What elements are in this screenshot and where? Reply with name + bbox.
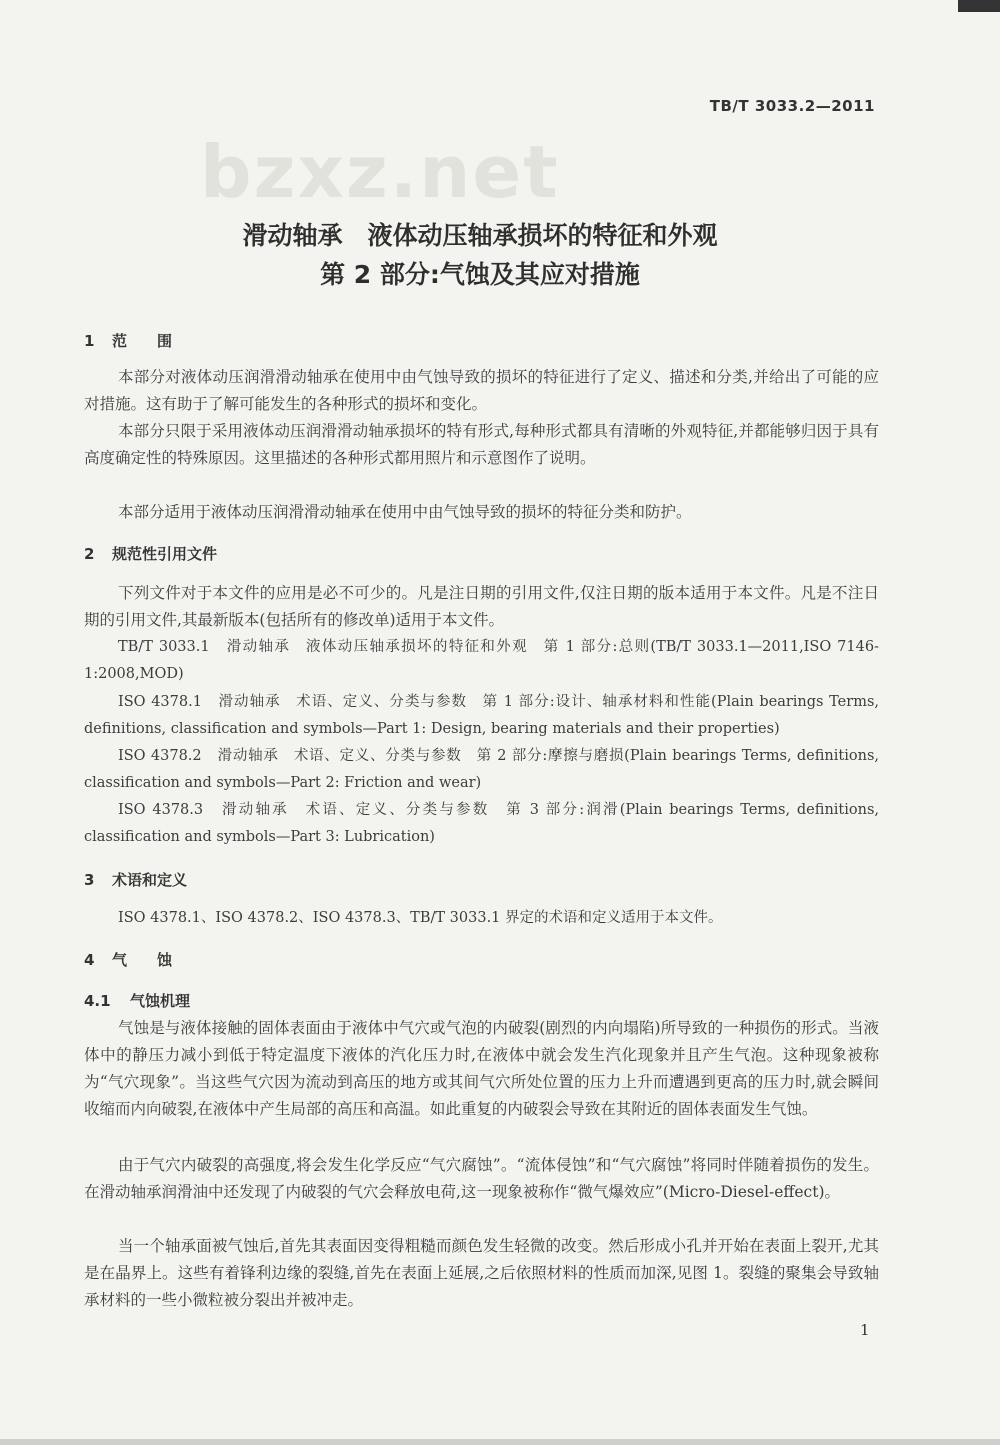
section-heading-4 (84, 949, 172, 970)
title-line-2: 第 2 部分:气蚀及其应对措施 (320, 260, 640, 289)
paragraph: ISO 4378.1、ISO 4378.2、ISO 4378.3、TB/T 3033.1 界定的术语和定义适用于本文件。 (118, 910, 723, 926)
section-heading-2 (84, 543, 217, 564)
paragraph: 当一个轴承面被气蚀后,首先其表面因变得粗糙而颜色发生轻微的改变。然后形成小孔并开始在表面上裂开,尤其是在晶界上。这些有着锋利边缘的裂缝,首先在表面上延展,之后依照材料的性质而加深,见图 1。裂缝的聚集会导致轴承材料的一些小微粒被分裂出并被冲走。 (84, 1237, 879, 1309)
section-title: 气蚀机理 (130, 992, 191, 1010)
paragraph: 本部分只限于采用液体动压润滑滑动轴承损坏的特有形式,每种形式都具有清晰的外观特征,并都能够归因于具有高度确定性的特殊原因。这里描述的各种形式都用照片和示意图作了说明。 (84, 422, 879, 467)
section-title: 术语和定义 (112, 871, 188, 889)
paragraph: 由于气穴内破裂的高强度,将会发生化学反应“气穴腐蚀”。“流体侵蚀”和“气穴腐蚀”将同时伴随着损伤的发生。在滑动轴承润滑油中还发现了内破裂的气穴会释放电荷,这一现象被称作“微气爆效应”(Micro-Diesel-effect)。 (84, 1156, 879, 1201)
page-number: 1 (860, 1321, 870, 1339)
paragraph: 本部分对液体动压润滑滑动轴承在使用中由气蚀导致的损坏的特征进行了定义、描述和分类,并给出了可能的应对措施。这有助于了解可能发生的各种形式的损坏和变化。 (84, 368, 879, 413)
paragraph: 气蚀是与液体接触的固体表面由于液体中气穴或气泡的内破裂(剧烈的内向塌陷)所导致的一种损伤的形式。当液体中的静压力减小到低于特定温度下液体的汽化压力时,在液体中就会发生汽化现象并且产生气泡。这种现象被称为“气穴现象”。当这些气穴因为流动到高压的地方或其间气穴所处位置的压力上升而遭遇到更高的压力时,就会瞬间收缩而内向破裂,在液体中产生局部的高压和高温。如此重复的内破裂会导致在其附近的固体表面发生气蚀。 (84, 1019, 879, 1118)
reference-entry: ISO 4378.3 滑动轴承 术语、定义、分类与参数 第 3 部分:润滑(Plain bearings Terms, definitions, classification and symbols—Part 3: Lubrication) (84, 802, 879, 845)
section-number: 2 (84, 545, 95, 563)
reference-entry: ISO 4378.1 滑动轴承 术语、定义、分类与参数 第 1 部分:设计、轴承材料和性能(Plain bearings Terms, definitions, classification and symbols—Part 1: Design, bearing materials and their properties) (84, 694, 879, 737)
reference-entry: ISO 4378.2 滑动轴承 术语、定义、分类与参数 第 2 部分:摩擦与磨损(Plain bearings Terms, definitions, classification and symbols—Part 2: Friction and wear) (84, 748, 879, 791)
section-number: 1 (84, 332, 95, 350)
scan-bottom-strip (0, 1439, 1000, 1445)
title-line-1: 滑动轴承 液体动压轴承损坏的特征和外观 (242, 221, 718, 250)
section-number: 4.1 (84, 992, 111, 1010)
scan-corner-mark (958, 0, 1000, 12)
reference-entry: TB/T 3033.1 滑动轴承 液体动压轴承损坏的特征和外观 第 1 部分:总则(TB/T 3033.1—2011,ISO 7146-1:2008,MOD) (84, 639, 879, 682)
section-title: 气 蚀 (112, 951, 173, 969)
subsection-heading-4-1 (84, 990, 190, 1011)
section-number: 3 (84, 871, 95, 889)
standard-number: TB/T 3033.2—2011 (709, 97, 875, 115)
section-heading-3 (84, 869, 187, 890)
section-heading-1 (84, 330, 172, 351)
paragraph: 本部分适用于液体动压润滑滑动轴承在使用中由气蚀导致的损坏的特征分类和防护。 (118, 503, 692, 521)
section-number: 4 (84, 951, 95, 969)
paragraph: 下列文件对于本文件的应用是必不可少的。凡是注日期的引用文件,仅注日期的版本适用于本文件。凡是不注日期的引用文件,其最新版本(包括所有的修改单)适用于本文件。 (84, 584, 879, 629)
section-title: 规范性引用文件 (112, 545, 218, 563)
section-title: 范 围 (112, 332, 173, 350)
watermark: bzxz.net (200, 130, 560, 214)
